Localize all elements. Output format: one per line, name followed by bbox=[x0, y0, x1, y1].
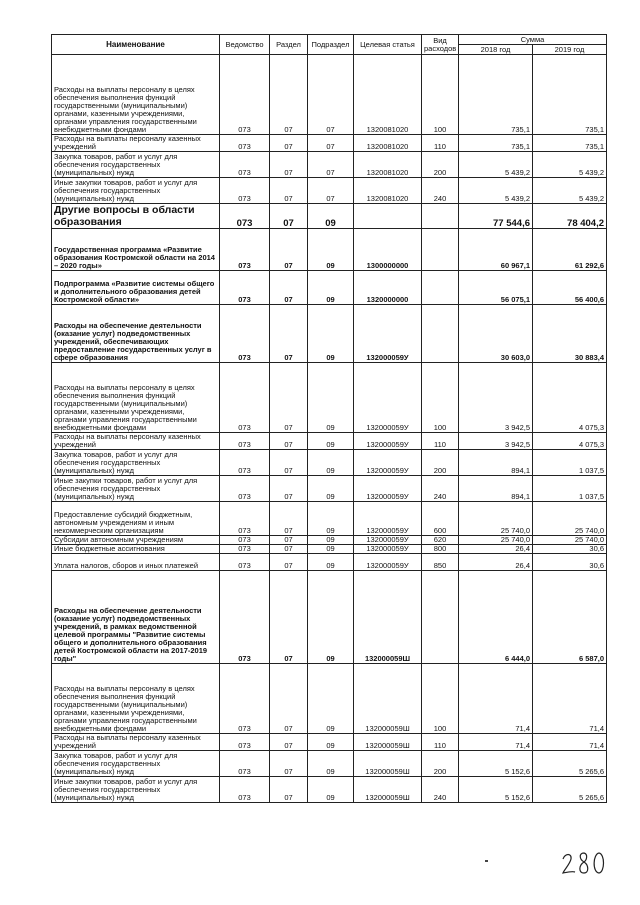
row-name: Расходы на выплаты персоналу в целях обеспечения выполнения функций государственными (муниципальными) органами, казенными учреждениями, органами управления государственными внебюджетными фондами bbox=[52, 664, 220, 734]
table-row bbox=[52, 476, 607, 502]
row-department: 073 bbox=[220, 777, 270, 803]
row-subsection: 07 bbox=[308, 135, 354, 152]
row-section: 07 bbox=[270, 433, 308, 450]
row-amount-2019: 5 439,2 bbox=[533, 152, 607, 178]
row-expense-type bbox=[422, 229, 459, 271]
row-target-article: 132000059У bbox=[354, 545, 422, 554]
row-expense-type: 600 bbox=[422, 502, 459, 536]
row-amount-2018: 5 439,2 bbox=[459, 178, 533, 204]
row-name: Расходы на выплаты персоналу казенных учреждений bbox=[52, 734, 220, 751]
row-name: Иные бюджетные ассигнования bbox=[52, 545, 220, 554]
table-row bbox=[52, 734, 607, 751]
row-amount-2019: 4 075,3 bbox=[533, 433, 607, 450]
row-target-article: 132000059У bbox=[354, 305, 422, 363]
row-name: Подпрограмма «Развитие системы общего и дополнительного образования детей Костромской области» bbox=[52, 271, 220, 305]
handwritten-page-number bbox=[560, 848, 608, 878]
row-expense-type bbox=[422, 271, 459, 305]
row-subsection: 09 bbox=[308, 734, 354, 751]
row-expense-type: 100 bbox=[422, 363, 459, 433]
table-header bbox=[52, 35, 607, 55]
row-amount-2019: 25 740,0 bbox=[533, 536, 607, 545]
row-target-article: 1320081020 bbox=[354, 135, 422, 152]
row-amount-2019: 5 265,6 bbox=[533, 751, 607, 777]
table-row bbox=[52, 363, 607, 433]
row-department: 073 bbox=[220, 554, 270, 571]
row-name: Расходы на выплаты персоналу казенных учреждений bbox=[52, 433, 220, 450]
row-subsection: 09 bbox=[308, 229, 354, 271]
table-row bbox=[52, 536, 607, 545]
row-name: Закупка товаров, работ и услуг для обеспечения государственных (муниципальных) нужд bbox=[52, 152, 220, 178]
row-department: 073 bbox=[220, 751, 270, 777]
row-amount-2019: 5 439,2 bbox=[533, 178, 607, 204]
row-subsection: 09 bbox=[308, 305, 354, 363]
table-row bbox=[52, 135, 607, 152]
row-department: 073 bbox=[220, 571, 270, 664]
scan-mark bbox=[485, 860, 488, 862]
row-department: 073 bbox=[220, 664, 270, 734]
table-row bbox=[52, 229, 607, 271]
row-amount-2019: 735,1 bbox=[533, 135, 607, 152]
row-amount-2019: 56 400,6 bbox=[533, 271, 607, 305]
row-section: 07 bbox=[270, 734, 308, 751]
budget-sheet bbox=[51, 34, 607, 803]
row-section: 07 bbox=[270, 55, 308, 135]
row-amount-2019: 1 037,5 bbox=[533, 450, 607, 476]
row-target-article: 132000059Ш bbox=[354, 571, 422, 664]
row-target-article: 132000059Ш bbox=[354, 734, 422, 751]
row-subsection: 09 bbox=[308, 450, 354, 476]
row-department: 073 bbox=[220, 433, 270, 450]
row-subsection: 09 bbox=[308, 476, 354, 502]
row-expense-type: 240 bbox=[422, 178, 459, 204]
row-name: Расходы на выплаты персоналу в целях обеспечения выполнения функций государственными (муниципальными) органами, казенными учреждениями, органами управления государственными внебюджетными фондами bbox=[52, 363, 220, 433]
row-section: 07 bbox=[270, 502, 308, 536]
row-subsection: 09 bbox=[308, 664, 354, 734]
table-row bbox=[52, 178, 607, 204]
row-department: 073 bbox=[220, 536, 270, 545]
row-amount-2018: 25 740,0 bbox=[459, 536, 533, 545]
row-section: 07 bbox=[270, 554, 308, 571]
row-department: 073 bbox=[220, 363, 270, 433]
row-amount-2018: 60 967,1 bbox=[459, 229, 533, 271]
row-amount-2018: 71,4 bbox=[459, 734, 533, 751]
row-target-article: 1320081020 bbox=[354, 178, 422, 204]
row-name: Субсидии автономным учреждениям bbox=[52, 536, 220, 545]
row-department: 073 bbox=[220, 152, 270, 178]
row-amount-2018: 5 439,2 bbox=[459, 152, 533, 178]
row-name: Расходы на выплаты персоналу казенных учреждений bbox=[52, 135, 220, 152]
row-name: Уплата налогов, сборов и иных платежей bbox=[52, 554, 220, 571]
row-subsection: 09 bbox=[308, 204, 354, 229]
row-amount-2018: 56 075,1 bbox=[459, 271, 533, 305]
row-subsection: 09 bbox=[308, 751, 354, 777]
row-section: 07 bbox=[270, 664, 308, 734]
row-target-article: 132000059У bbox=[354, 433, 422, 450]
row-amount-2018: 30 603,0 bbox=[459, 305, 533, 363]
row-target-article: 132000059У bbox=[354, 502, 422, 536]
row-name: Иные закупки товаров, работ и услуг для обеспечения государственных (муниципальных) нужд bbox=[52, 777, 220, 803]
row-amount-2019: 71,4 bbox=[533, 664, 607, 734]
table-body bbox=[52, 55, 607, 803]
table-row bbox=[52, 152, 607, 178]
row-amount-2018: 5 152,6 bbox=[459, 777, 533, 803]
header-expense-type: Вид расходов bbox=[422, 35, 459, 55]
header-year-2018: 2018 год bbox=[459, 45, 533, 55]
row-target-article: 132000059У bbox=[354, 536, 422, 545]
table-row bbox=[52, 204, 607, 229]
row-amount-2018: 71,4 bbox=[459, 664, 533, 734]
row-expense-type: 100 bbox=[422, 55, 459, 135]
row-subsection: 09 bbox=[308, 545, 354, 554]
row-section: 07 bbox=[270, 536, 308, 545]
row-amount-2018: 3 942,5 bbox=[459, 433, 533, 450]
row-expense-type bbox=[422, 571, 459, 664]
row-amount-2018: 894,1 bbox=[459, 476, 533, 502]
row-expense-type: 110 bbox=[422, 135, 459, 152]
row-subsection: 07 bbox=[308, 55, 354, 135]
row-section: 07 bbox=[270, 204, 308, 229]
table-row bbox=[52, 433, 607, 450]
row-amount-2019: 5 265,6 bbox=[533, 777, 607, 803]
row-amount-2018: 894,1 bbox=[459, 450, 533, 476]
row-amount-2018: 6 444,0 bbox=[459, 571, 533, 664]
row-target-article: 1320081020 bbox=[354, 55, 422, 135]
row-amount-2019: 6 587,0 bbox=[533, 571, 607, 664]
row-section: 07 bbox=[270, 305, 308, 363]
row-expense-type: 200 bbox=[422, 450, 459, 476]
table-row bbox=[52, 502, 607, 536]
header-target-article: Целевая статья bbox=[354, 35, 422, 55]
table-row bbox=[52, 664, 607, 734]
row-department: 073 bbox=[220, 545, 270, 554]
row-section: 07 bbox=[270, 450, 308, 476]
row-name: Расходы на выплаты персоналу в целях обеспечения выполнения функций государственными (муниципальными) органами, казенными учреждениями, органами управления государственными внебюджетными фондами bbox=[52, 55, 220, 135]
row-amount-2018: 26,4 bbox=[459, 554, 533, 571]
row-department: 073 bbox=[220, 229, 270, 271]
row-subsection: 07 bbox=[308, 152, 354, 178]
row-target-article: 132000059У bbox=[354, 554, 422, 571]
row-department: 073 bbox=[220, 502, 270, 536]
row-expense-type bbox=[422, 305, 459, 363]
table-row bbox=[52, 450, 607, 476]
row-amount-2018: 5 152,6 bbox=[459, 751, 533, 777]
row-section: 07 bbox=[270, 476, 308, 502]
row-subsection: 09 bbox=[308, 271, 354, 305]
budget-table bbox=[51, 34, 607, 803]
row-department: 073 bbox=[220, 178, 270, 204]
table-row bbox=[52, 305, 607, 363]
row-department: 073 bbox=[220, 55, 270, 135]
table-row bbox=[52, 777, 607, 803]
row-expense-type: 200 bbox=[422, 751, 459, 777]
row-department: 073 bbox=[220, 305, 270, 363]
row-department: 073 bbox=[220, 271, 270, 305]
header-department: Ведомство bbox=[220, 35, 270, 55]
row-section: 07 bbox=[270, 229, 308, 271]
row-name: Государственная программа «Развитие образования Костромской области на 2014 – 2020 годы» bbox=[52, 229, 220, 271]
row-subsection: 07 bbox=[308, 178, 354, 204]
row-amount-2019: 25 740,0 bbox=[533, 502, 607, 536]
row-expense-type: 110 bbox=[422, 734, 459, 751]
row-expense-type: 620 bbox=[422, 536, 459, 545]
row-subsection: 09 bbox=[308, 433, 354, 450]
row-subsection: 09 bbox=[308, 502, 354, 536]
row-name: Закупка товаров, работ и услуг для обеспечения государственных (муниципальных) нужд bbox=[52, 751, 220, 777]
row-amount-2019: 71,4 bbox=[533, 734, 607, 751]
row-subsection: 09 bbox=[308, 554, 354, 571]
row-name: Закупка товаров, работ и услуг для обеспечения государственных (муниципальных) нужд bbox=[52, 450, 220, 476]
row-section: 07 bbox=[270, 178, 308, 204]
row-amount-2018: 26,4 bbox=[459, 545, 533, 554]
table-row bbox=[52, 55, 607, 135]
header-sum: Сумма bbox=[459, 35, 607, 45]
row-section: 07 bbox=[270, 135, 308, 152]
row-expense-type: 850 bbox=[422, 554, 459, 571]
row-section: 07 bbox=[270, 571, 308, 664]
row-department: 073 bbox=[220, 135, 270, 152]
table-row bbox=[52, 554, 607, 571]
row-expense-type: 240 bbox=[422, 476, 459, 502]
row-target-article: 132000059У bbox=[354, 476, 422, 502]
row-target-article: 1320081020 bbox=[354, 152, 422, 178]
row-amount-2019: 30 883,4 bbox=[533, 305, 607, 363]
row-amount-2019: 1 037,5 bbox=[533, 476, 607, 502]
row-target-article: 132000059У bbox=[354, 450, 422, 476]
row-section: 07 bbox=[270, 271, 308, 305]
row-amount-2019: 735,1 bbox=[533, 55, 607, 135]
row-expense-type: 110 bbox=[422, 433, 459, 450]
row-target-article: 1320000000 bbox=[354, 271, 422, 305]
row-amount-2018: 25 740,0 bbox=[459, 502, 533, 536]
table-row bbox=[52, 571, 607, 664]
row-amount-2019: 61 292,6 bbox=[533, 229, 607, 271]
row-expense-type: 240 bbox=[422, 777, 459, 803]
table-row bbox=[52, 751, 607, 777]
row-expense-type bbox=[422, 204, 459, 229]
row-name: Иные закупки товаров, работ и услуг для обеспечения государственных (муниципальных) нужд bbox=[52, 476, 220, 502]
row-expense-type: 200 bbox=[422, 152, 459, 178]
row-target-article: 1300000000 bbox=[354, 229, 422, 271]
row-name: Расходы на обеспечение деятельности (оказание услуг) подведомственных учреждений, в рамках ведомственной целевой программы "Развитие системы общего и дополнительного образования детей Костромской области на 2017-2019 годы" bbox=[52, 571, 220, 664]
row-name: Расходы на обеспечение деятельности (оказание услуг) подведомственных учреждений, обеспечивающих предоставление государственных услуг в сфере образования bbox=[52, 305, 220, 363]
row-subsection: 09 bbox=[308, 536, 354, 545]
row-name: Другие вопросы в области образования bbox=[52, 204, 220, 229]
row-amount-2019: 30,6 bbox=[533, 545, 607, 554]
row-department: 073 bbox=[220, 734, 270, 751]
header-name: Наименование bbox=[52, 35, 220, 55]
header-subsection: Подраздел bbox=[308, 35, 354, 55]
row-amount-2019: 4 075,3 bbox=[533, 363, 607, 433]
row-target-article bbox=[354, 204, 422, 229]
row-section: 07 bbox=[270, 751, 308, 777]
row-target-article: 132000059Ш bbox=[354, 777, 422, 803]
row-department: 073 bbox=[220, 450, 270, 476]
row-amount-2018: 77 544,6 bbox=[459, 204, 533, 229]
row-name: Предоставление субсидий бюджетным, автономным учреждениям и иным некоммерческим организациям bbox=[52, 502, 220, 536]
table-row bbox=[52, 271, 607, 305]
table-row bbox=[52, 545, 607, 554]
row-amount-2019: 30,6 bbox=[533, 554, 607, 571]
row-department: 073 bbox=[220, 204, 270, 229]
row-section: 07 bbox=[270, 545, 308, 554]
row-subsection: 09 bbox=[308, 571, 354, 664]
row-target-article: 132000059У bbox=[354, 363, 422, 433]
row-department: 073 bbox=[220, 476, 270, 502]
row-name: Иные закупки товаров, работ и услуг для обеспечения государственных (муниципальных) нужд bbox=[52, 178, 220, 204]
row-subsection: 09 bbox=[308, 777, 354, 803]
row-target-article: 132000059Ш bbox=[354, 664, 422, 734]
row-amount-2018: 735,1 bbox=[459, 55, 533, 135]
row-expense-type: 100 bbox=[422, 664, 459, 734]
header-section: Раздел bbox=[270, 35, 308, 55]
row-subsection: 09 bbox=[308, 363, 354, 433]
row-amount-2018: 3 942,5 bbox=[459, 363, 533, 433]
row-amount-2018: 735,1 bbox=[459, 135, 533, 152]
row-section: 07 bbox=[270, 363, 308, 433]
header-year-2019: 2019 год bbox=[533, 45, 607, 55]
row-section: 07 bbox=[270, 152, 308, 178]
row-expense-type: 800 bbox=[422, 545, 459, 554]
row-section: 07 bbox=[270, 777, 308, 803]
row-target-article: 132000059Ш bbox=[354, 751, 422, 777]
row-amount-2019: 78 404,2 bbox=[533, 204, 607, 229]
